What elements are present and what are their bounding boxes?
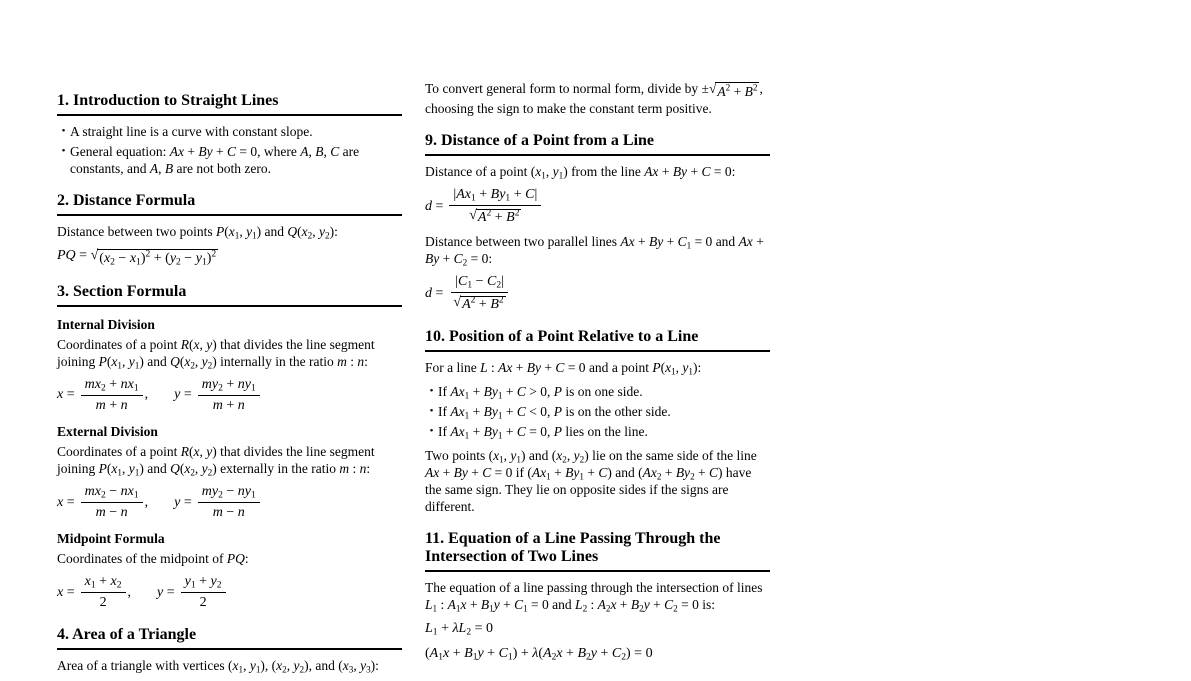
formula-lhs: d = <box>425 198 444 214</box>
formula-lambda-expanded <box>425 645 770 663</box>
bullet-text: If $Ax_1 + By_1 + C = 0$, P lies on the line. <box>438 424 648 441</box>
formula-lhs: x = <box>57 584 75 600</box>
formula-lhs: y = <box>174 494 192 510</box>
fraction-denominator: m + n <box>95 397 128 413</box>
formula-lhs: y = <box>157 584 175 600</box>
paragraph: Distance of a point ($x_1$, $y_1$) from the line Ax + By + C = 0: <box>425 164 736 181</box>
paragraph: Area of a triangle with vertices ($x_1$, $y_1$), ($x_2$, $y_2$), and ($x_3$, $y_3$): <box>57 658 379 675</box>
paragraph: Two points ($x_1$, $y_1$) and ($x_2$, $y_2$) lie on the same side of the line Ax + By + C = 0 if $(Ax_1 + By_1 + C)$ and $(Ax_2 + By_2 + C)$ have the same sign. They lie on opposite sides if the signs are different. <box>425 448 757 515</box>
formula-point-distance <box>425 187 770 226</box>
left-column <box>57 80 402 681</box>
formula-separator: , <box>127 584 131 600</box>
formula-text: $(A_1x + B_1y + C_1) + \lambda(A_2x + B_2y + C_2) = 0$ <box>425 646 653 663</box>
section-title-introduction: 1. Introduction to Straight Lines <box>57 92 402 116</box>
bullet-text: A straight line is a curve with constant slope. <box>70 124 313 139</box>
fraction-numerator: $x_1 + x_2$ <box>81 574 126 593</box>
formula-separator: , <box>144 387 149 403</box>
list-item <box>57 123 402 140</box>
bullet-text: General equation: Ax + By + C = 0, where A, B, C are constants, and A, B are not both zero. <box>70 144 360 176</box>
section-title-distance-formula: 2. Distance Formula <box>57 192 402 216</box>
fraction <box>449 187 541 226</box>
paragraph: Distance between two points $P(x_1$, $y_1$) and $Q(x_2$, $y_2$): <box>57 224 338 241</box>
fraction <box>198 377 260 414</box>
fraction-denominator: √ $A^2 + B^2$ <box>469 208 520 226</box>
fraction-numerator: $y_1 + y_2$ <box>181 574 226 593</box>
fraction <box>181 574 226 611</box>
formula-lambda-combination <box>425 620 770 638</box>
section-title-area-triangle: 4. Area of a Triangle <box>57 626 402 650</box>
list-item <box>425 403 770 420</box>
section-title-point-line-distance: 9. Distance of a Point from a Line <box>425 132 770 156</box>
paragraph: Coordinates of the midpoint of PQ: <box>57 551 249 566</box>
paragraph: The equation of a line passing through the intersection of lines $L_1$ : $A_1x + B_1y + C_1 = 0$ and $L_2$ : $A_2x + B_2y + C_2 = 0$ is: <box>425 580 763 614</box>
formula-lhs: d = <box>425 285 444 301</box>
formula-lhs: x = <box>57 387 75 403</box>
formula-lhs: x = <box>57 494 75 510</box>
formula-separator: , <box>144 494 149 510</box>
formula-internal-division <box>57 377 402 414</box>
fraction-numerator: $|Ax_1 + By_1 + C|$ <box>449 187 541 206</box>
list-item <box>425 423 770 440</box>
right-column <box>425 80 770 681</box>
fraction-numerator: $mx_2 - nx_1$ <box>81 484 143 503</box>
bullet-icon: • <box>429 425 434 438</box>
formula-midpoint <box>57 574 402 611</box>
fraction-denominator: 2 <box>199 595 207 611</box>
section-title-point-position: 10. Position of a Point Relative to a Line <box>425 328 770 352</box>
subheading-internal-division: Internal Division <box>57 316 155 332</box>
fraction-denominator: m − n <box>212 504 245 520</box>
subheading-midpoint-formula: Midpoint Formula <box>57 531 165 546</box>
fraction <box>198 484 260 521</box>
list-item <box>425 383 770 400</box>
bullet-icon: • <box>61 125 66 137</box>
bullet-list-position <box>425 383 770 440</box>
formula-text: PQ = √ $(x_2 - x_1)^2 + (y_2 - y_1)^2$ <box>57 248 217 268</box>
fraction-numerator: $|C_1 - C_2|$ <box>451 274 508 293</box>
bullet-icon: • <box>61 145 66 157</box>
bullet-icon: • <box>429 405 434 418</box>
fraction <box>449 274 509 313</box>
paragraph: Distance between two parallel lines $Ax + By + C_1 = 0$ and $Ax + By + C_2 = 0$: <box>425 234 764 268</box>
subheading-external-division: External Division <box>57 423 158 439</box>
bullet-text: If $Ax_1 + By_1 + C > 0$, P is on one side. <box>438 384 643 401</box>
formula-text: $L_1 + \lambda L_2 = 0$ <box>425 621 493 638</box>
fraction <box>81 574 126 611</box>
fraction-numerator: $my_2 + ny_1$ <box>198 377 260 396</box>
bullet-list-intro <box>57 123 402 177</box>
fraction <box>81 484 143 521</box>
fraction-denominator: m − n <box>95 504 128 520</box>
fraction-denominator: 2 <box>99 595 107 611</box>
paragraph: Coordinates of a point R(x, y) that divides the line segment joining $P(x_1$, $y_1$) and $Q(x_2$, $y_2$) externally in the ratio m : n: <box>57 443 375 478</box>
fraction-denominator: √ $A^2 + B^2$ <box>453 295 504 313</box>
bullet-icon: • <box>429 385 434 398</box>
formula-lhs: y = <box>174 387 192 403</box>
fraction-denominator: m + n <box>212 397 245 413</box>
fraction <box>81 377 143 414</box>
formula-parallel-distance <box>425 274 770 313</box>
section-title-section-formula: 3. Section Formula <box>57 283 402 307</box>
paragraph: Coordinates of a point R(x, y) that divides the line segment joining $P(x_1$, $y_1$) and $Q(x_2$, $y_2$) internally in the ratio m : n: <box>57 336 375 370</box>
paragraph-normal-form: To convert general form to normal form, divide by ± √ $A^2 + B^2$ , choosing the sign to make the constant term positive. <box>425 81 763 116</box>
bullet-text: If $Ax_1 + By_1 + C < 0$, P is on the other side. <box>438 404 671 421</box>
fraction-numerator: $mx_2 + nx_1$ <box>81 377 143 396</box>
list-item <box>57 143 402 177</box>
paragraph: For a line L : Ax + By + C = 0 and a point $P(x_1$, $y_1$): <box>425 360 702 377</box>
fraction-numerator: $my_2 - ny_1$ <box>198 484 260 503</box>
formula-external-division <box>57 484 402 521</box>
section-title-intersection-lines: 11. Equation of a Line Passing Through the Intersection of Two Lines <box>425 530 770 572</box>
formula-distance <box>57 247 402 268</box>
